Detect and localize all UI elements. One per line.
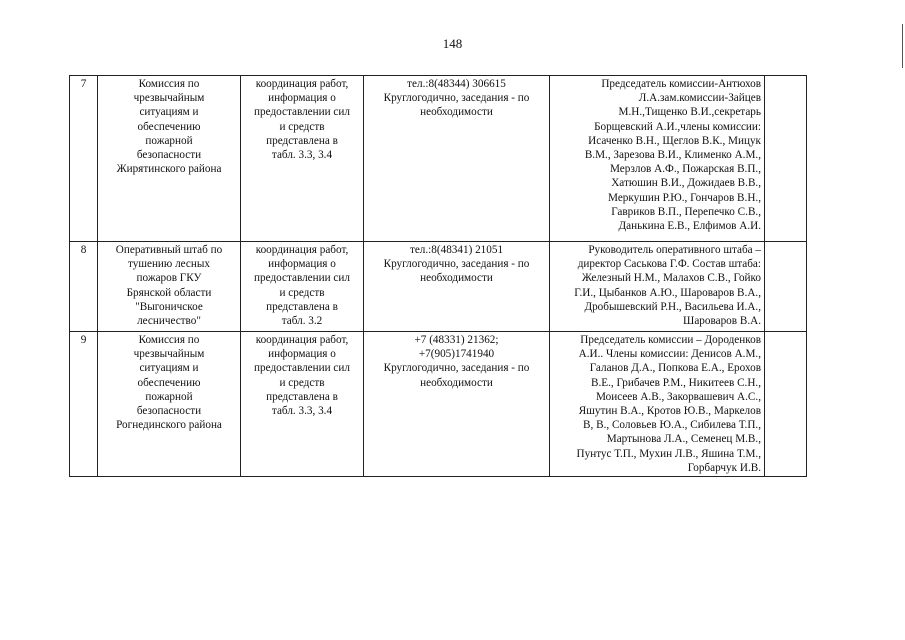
contact-line: необходимости: [420, 272, 493, 285]
organization-name-line: Брянской области: [126, 286, 212, 299]
members-line: Мартынова Л.А., Семенец М.В.,: [606, 433, 761, 446]
members-line: Яшутин В.А., Кротов Ю.В., Маркелов: [578, 405, 761, 418]
members-line: Данькина Е.В., Елфимов А.И.: [618, 220, 761, 233]
members-line: Л.А.зам.комиссии-Зайцев: [638, 92, 761, 105]
members-line: Пунтус Т.П., Мухин Л.В., Яшина Т.М.,: [576, 447, 761, 460]
members-line: В.М., Зарезова В.И., Клименко А.М.,: [584, 149, 761, 162]
members-line: Мерзлов А.Ф., Пожарская В.П.,: [609, 163, 761, 176]
table-row-8: [70, 242, 807, 332]
contact-line: Круглогодично, заседания - по: [383, 258, 530, 271]
function-line: и средств: [279, 120, 325, 133]
members-line: Дробышевский Р.Н., Васильева И.А.,: [584, 300, 761, 313]
function-line: представлена в: [266, 134, 338, 147]
members-line: Хатюшин В.И., Дожидаев В.В.,: [611, 177, 761, 190]
organization-name-line: пожарной: [145, 134, 193, 147]
contact-line: тел.:8(48344) 306615: [407, 78, 506, 90]
organization-name-line: обеспечению: [137, 120, 201, 133]
organization-name-line: лесничество": [137, 315, 201, 328]
members-line: Железный Н.М., Малахов С.В., Гойко: [581, 272, 761, 285]
empty-cell: [765, 76, 807, 242]
organization-name-line: Комиссия по: [138, 334, 200, 346]
members-line: А.И.. Члены комиссии: Денисов А.М.,: [578, 348, 761, 361]
contact-line: Круглогодично, заседания - по: [383, 92, 530, 105]
function-line: информация о: [268, 92, 336, 105]
function-line: предоставлении сил: [254, 362, 350, 375]
members-line: В.Е., Грибачев Р.М., Никитеев С.Н.,: [591, 376, 761, 389]
contact-cell: [364, 242, 550, 332]
page-number: 148: [442, 36, 463, 51]
function-line: координация работ,: [255, 78, 349, 90]
members-line: Исаченко В.Н., Щеглов В.К., Мицук: [588, 134, 761, 147]
organization-name-cell: [98, 76, 241, 242]
empty-cell: [765, 332, 807, 477]
organization-name-line: Комиссия по: [138, 78, 200, 90]
contact-line: необходимости: [420, 106, 493, 119]
contact-line: Круглогодично, заседания - по: [383, 362, 530, 375]
members-line: директор Саськова Г.Ф. Состав штаба:: [577, 258, 761, 271]
members-cell: [550, 76, 765, 242]
function-line: табл. 3.3, 3.4: [271, 149, 333, 162]
members-line: Борщевский А.И.,члены комиссии:: [594, 120, 761, 133]
organization-name-line: чрезвычайным: [133, 348, 205, 361]
organization-name-cell: [98, 332, 241, 477]
organization-name-line: безопасности: [136, 405, 202, 418]
function-line: и средств: [279, 376, 325, 389]
organization-name-cell: [98, 242, 241, 332]
contact-line: +7(905)1741940: [418, 348, 495, 361]
function-line: информация о: [268, 348, 336, 361]
members-line: Председатель комиссии-Антюхов: [601, 78, 761, 90]
function-line: предоставлении сил: [254, 272, 350, 285]
organization-name-line: обеспечению: [137, 376, 201, 389]
members-line: Галанов Д.А., Попкова Е.А., Ерохов: [589, 362, 761, 375]
function-cell: [241, 76, 364, 242]
function-line: представлена в: [266, 300, 338, 313]
table-row-9: [70, 332, 807, 477]
contact-line: необходимости: [420, 376, 493, 389]
members-line: Меркушин Р.Ю., Гончаров В.Н.,: [608, 191, 761, 204]
organization-name-line: Жирятинского района: [116, 163, 222, 176]
members-line: М.Н.,Тищенко В.И.,секретарь: [618, 106, 761, 119]
emergency-commissions-table: [69, 75, 807, 477]
organization-name-line: безопасности: [136, 149, 202, 162]
empty-cell: [765, 242, 807, 332]
row-number: 7: [70, 76, 98, 242]
organization-name-line: Оперативный штаб по: [115, 244, 223, 256]
members-line: Гавриков В.П., Перепечко С.В.,: [611, 205, 761, 218]
members-cell: [550, 242, 765, 332]
organization-name-line: пожарной: [145, 390, 193, 403]
members-line: Руководитель оперативного штаба –: [588, 244, 761, 256]
organization-name-line: "Выгоничское: [135, 300, 203, 313]
organization-name-line: Рогнединского района: [116, 419, 222, 432]
members-line: В, В., Соловьев Ю.А., Сибилева Т.П.,: [583, 419, 761, 432]
members-cell: [550, 332, 765, 477]
function-line: координация работ,: [255, 334, 349, 346]
function-line: представлена в: [266, 390, 338, 403]
function-line: информация о: [268, 258, 336, 271]
contact-cell: [364, 332, 550, 477]
members-line: Моисеев А.В., Закорвашевич А.С.,: [595, 390, 761, 403]
function-line: и средств: [279, 286, 325, 299]
members-line: Г.И., Цыбанков А.Ю., Шароваров В.А.,: [574, 286, 761, 299]
organization-name-line: ситуациям и: [139, 362, 199, 375]
function-line: координация работ,: [255, 244, 349, 256]
function-cell: [241, 242, 364, 332]
row-number: 8: [70, 242, 98, 332]
organization-name-line: чрезвычайным: [133, 92, 205, 105]
function-line: предоставлении сил: [254, 106, 350, 119]
row-number: 9: [70, 332, 98, 477]
organization-name-line: пожаров ГКУ: [136, 272, 202, 285]
function-line: табл. 3.3, 3.4: [271, 405, 333, 418]
contact-line: тел.:8(48341) 21051: [409, 244, 504, 256]
function-cell: [241, 332, 364, 477]
members-line: Председатель комиссии – Дороденков: [580, 334, 761, 346]
contact-line: +7 (48331) 21362;: [414, 334, 499, 346]
table-row-7: [70, 76, 807, 242]
scan-edge-mark: [902, 24, 903, 68]
function-line: табл. 3.2: [281, 315, 323, 328]
organization-name-line: ситуациям и: [139, 106, 199, 119]
contact-cell: [364, 76, 550, 242]
members-line: Горбарчук И.В.: [687, 461, 761, 474]
members-line: Шароваров В.А.: [683, 315, 761, 328]
organization-name-line: тушению лесных: [128, 258, 210, 271]
